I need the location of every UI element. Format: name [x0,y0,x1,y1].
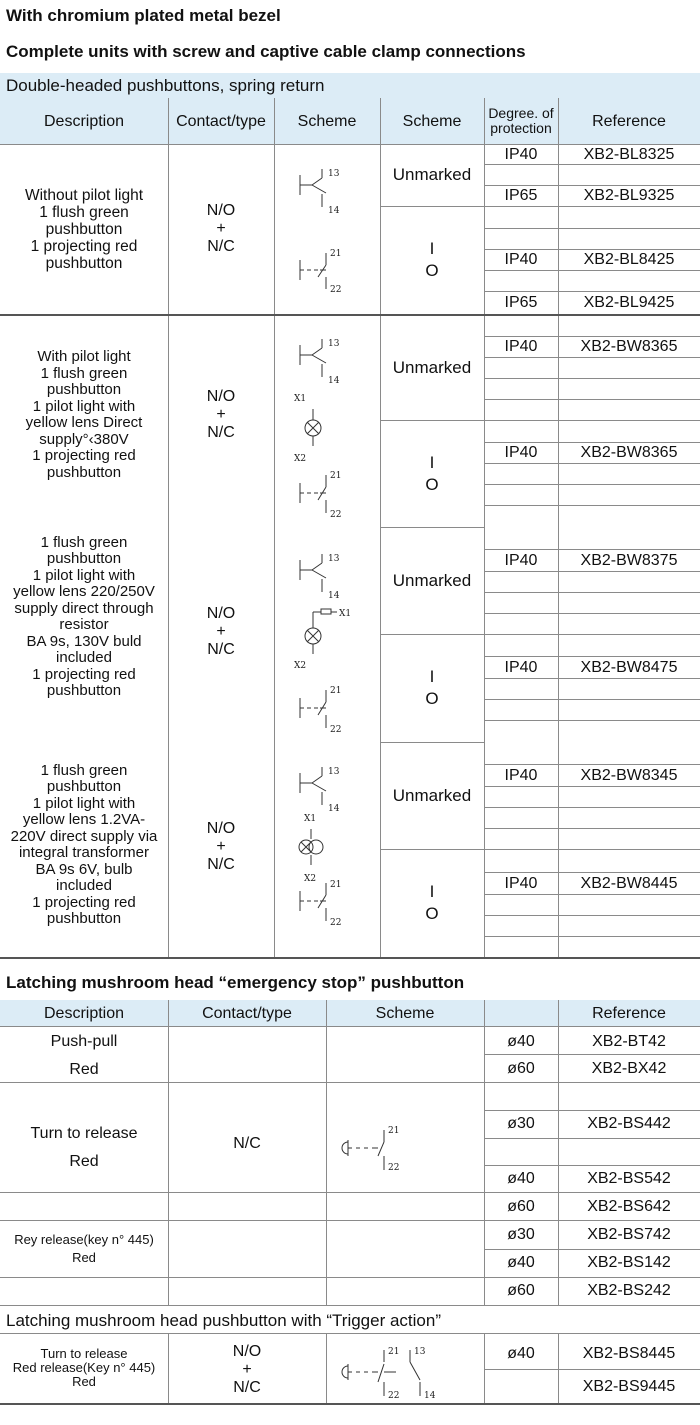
group1-contact: N/O + N/C [206,202,236,255]
reference-grid-line [484,249,700,250]
svg-text:14: 14 [328,206,340,216]
ip-g3-r1: IP40 [504,551,538,569]
svg-text:21: 21 [388,1347,400,1357]
dia-r4: ø40 [507,1169,535,1187]
group1-description: Without pilot light 1 flush green pushbutton 1 projecting red pushbutton [24,186,144,272]
ip-g1-r1: IP40 [504,145,538,163]
scheme-symbol-group4 [290,763,370,953]
desc-red-3: Red [72,1250,96,1265]
t2-header-description: Description [0,1000,168,1026]
reference-grid-line [484,442,700,443]
reference-grid-line [484,764,700,765]
svg-text:21: 21 [388,1126,400,1136]
svg-text:14: 14 [328,376,340,386]
reference-grid-line [484,291,700,292]
svg-text:21: 21 [330,880,342,890]
reference-grid-line [484,164,700,165]
heading-units: Complete units with screw and captive cable clamp connections [6,42,526,61]
reference-grid-line [484,484,700,485]
ref-t2-r5: XB2-BS642 [587,1197,671,1215]
group3-mark-io: I O [425,667,439,708]
col-header-scheme: Scheme [274,98,380,144]
t2-header-contact: Contact/type [168,1000,326,1026]
reference-grid-line [484,549,700,550]
dia-r3: ø30 [507,1114,535,1132]
reference-grid-line [484,699,700,700]
svg-text:X2: X2 [304,874,317,884]
ref-g4-r1: XB2-BW8345 [580,766,678,784]
group3-description: 1 flush green pushbutton 1 pilot light with yellow lens 220/250V supply direct through resistor BA 9s, 130V buld included 1 projecting red pushbutton [13,533,155,699]
dia-r8: ø60 [507,1281,535,1299]
desc-red-1: Red [69,1060,99,1078]
dia-r1: ø40 [507,1032,535,1050]
group3-mark-unmarked: Unmarked [392,570,472,590]
col-header-description: Description [0,98,168,144]
svg-text:13: 13 [328,339,340,349]
group1-mark-unmarked: Unmarked [392,165,472,184]
ref-t2-r6: XB2-BS742 [587,1225,671,1243]
svg-text:22: 22 [388,1391,400,1401]
reference-grid-line [484,592,700,593]
col-header-scheme-mark: Scheme [380,98,484,144]
desc-push-pull: Push-pull [50,1032,118,1050]
reference-grid-line [484,634,700,635]
ref-t2-r1: XB2-BT42 [592,1032,666,1050]
svg-text:14: 14 [328,591,340,601]
t3-contact: N/O + N/C [232,1343,262,1396]
svg-text:14: 14 [328,804,340,814]
reference-grid-line [484,656,700,657]
desc-turn-release: Turn to release [30,1124,138,1142]
scheme-symbol-trigger [340,1340,440,1404]
svg-text:22: 22 [330,510,342,520]
desc-rey-release: Rey release(key n° 445) [14,1232,154,1247]
svg-text:22: 22 [330,918,342,928]
reference-grid-line [484,206,700,207]
reference-grid-line [484,894,700,895]
reference-grid-line [484,378,700,379]
t3-description: Turn to release Red release(Key n° 445) Red [12,1346,156,1389]
reference-grid-line [484,786,700,787]
svg-text:22: 22 [330,725,342,735]
t2-header-blank [484,1000,558,1026]
svg-text:13: 13 [328,554,340,564]
svg-text:21: 21 [330,686,342,696]
reference-grid-line [484,270,700,271]
group4-contact: N/O + N/C [206,820,236,873]
t2-contact: N/C [233,1134,261,1152]
reference-grid-line [484,399,700,400]
reference-grid-line [484,915,700,916]
ip-g1-r2: IP65 [504,187,538,204]
reference-grid-line [484,678,700,679]
table1-title: Double-headed pushbuttons, spring return [0,73,700,98]
ip-g4-r2: IP40 [504,874,538,892]
svg-text:22: 22 [330,285,342,295]
t3-dia-r2 [484,1374,558,1398]
group2-mark-io: I O [425,452,439,494]
reference-grid-line [484,613,700,614]
reference-grid-line [484,807,700,808]
reference-grid-line [484,872,700,873]
ref-g2-r2: XB2-BW8365 [580,444,678,461]
ip-g2-r1: IP40 [504,338,538,355]
ref-g3-r2: XB2-BW8475 [580,658,678,676]
ref-g2-r1: XB2-BW8365 [580,338,678,355]
reference-grid-line [484,571,700,572]
scheme-symbol-group1 [290,165,370,295]
ref-g1-r3: XB2-BL8425 [583,251,675,268]
svg-text:22: 22 [388,1163,400,1173]
reference-grid-line [484,336,700,337]
ip-g1-r3: IP40 [504,251,538,268]
svg-text:13: 13 [328,169,340,179]
dia-r6: ø30 [507,1225,535,1243]
group4-description: 1 flush green pushbutton 1 pilot light with yellow lens 1.2VA- 220V direct supply via integral transformer BA 9s 6V, bulb included 1 projecting red pushbutton [10,761,158,927]
ref-t2-r4: XB2-BS542 [587,1169,671,1187]
svg-text:13: 13 [414,1347,426,1357]
ref-t2-r2: XB2-BX42 [591,1059,667,1077]
ref-g3-r1: XB2-BW8375 [580,551,678,569]
ref-g4-r2: XB2-BW8445 [580,874,678,892]
ip-g1-r4: IP65 [504,293,538,311]
reference-grid-line [484,828,700,829]
reference-grid-line [484,463,700,464]
group2-description: With pilot light 1 flush green pushbutton 1 pilot light with yellow lens Direct supply°‹380V 1 projecting red pushbutton [25,348,143,481]
reference-grid-line [484,185,700,186]
heading-bezel: With chromium plated metal bezel [6,6,281,25]
svg-text:X1: X1 [304,814,317,824]
t3-ref-r1: XB2-BS8445 [582,1344,676,1362]
scheme-symbol-group3 [290,550,370,740]
svg-text:X1: X1 [294,394,307,404]
group2-mark-unmarked: Unmarked [392,357,472,377]
t2-header-scheme: Scheme [326,1000,484,1026]
ref-t2-r3: XB2-BS442 [587,1114,671,1132]
group1-mark-io: I O [425,239,439,280]
ref-g1-r4: XB2-BL9425 [583,293,675,311]
t3-dia-r1: ø40 [507,1344,535,1362]
ip-g3-r2: IP40 [504,658,538,676]
svg-text:21: 21 [330,249,342,259]
group3-contact: N/O + N/C [206,605,236,658]
svg-text:X2: X2 [294,454,307,464]
dia-r5: ø60 [507,1197,535,1215]
svg-text:14: 14 [424,1391,436,1401]
scheme-symbol-emergency [340,1118,430,1178]
reference-grid-line [484,936,700,937]
group2-contact: N/O + N/C [206,388,236,441]
svg-text:21: 21 [330,471,342,481]
reference-grid-line [484,505,700,506]
scheme-symbol-group2 [290,335,370,525]
ip-g2-r2: IP40 [504,444,538,461]
col-header-contact: Contact/type [168,98,274,144]
ref-g1-r2: XB2-BL9325 [583,187,675,204]
dia-r2: ø60 [507,1059,535,1077]
svg-text:X1: X1 [339,609,352,619]
ref-g1-r1: XB2-BL8325 [583,145,675,163]
dia-r7: ø40 [507,1253,535,1271]
svg-text:13: 13 [328,767,340,777]
t2-header-reference: Reference [558,1000,700,1026]
t3-ref-r2: XB2-BS9445 [582,1377,676,1395]
reference-grid-line [484,720,700,721]
heading-emergency-stop: Latching mushroom head “emergency stop” pushbutton [6,973,465,992]
ip-g4-r1: IP40 [504,766,538,784]
table3-title: Latching mushroom head pushbutton with “Trigger action” [6,1310,441,1330]
svg-text:X2: X2 [294,661,307,671]
col-header-degree: Degree. of protection [484,98,558,144]
group4-mark-io: I O [425,882,439,923]
desc-red-2: Red [69,1152,99,1170]
col-header-reference: Reference [558,98,700,144]
ref-t2-r8: XB2-BS242 [587,1281,671,1299]
reference-grid-line [484,420,700,421]
reference-grid-line [484,357,700,358]
reference-grid-line [484,849,700,850]
ref-t2-r7: XB2-BS142 [587,1253,671,1271]
reference-grid-line [484,228,700,229]
group4-mark-unmarked: Unmarked [392,785,472,805]
